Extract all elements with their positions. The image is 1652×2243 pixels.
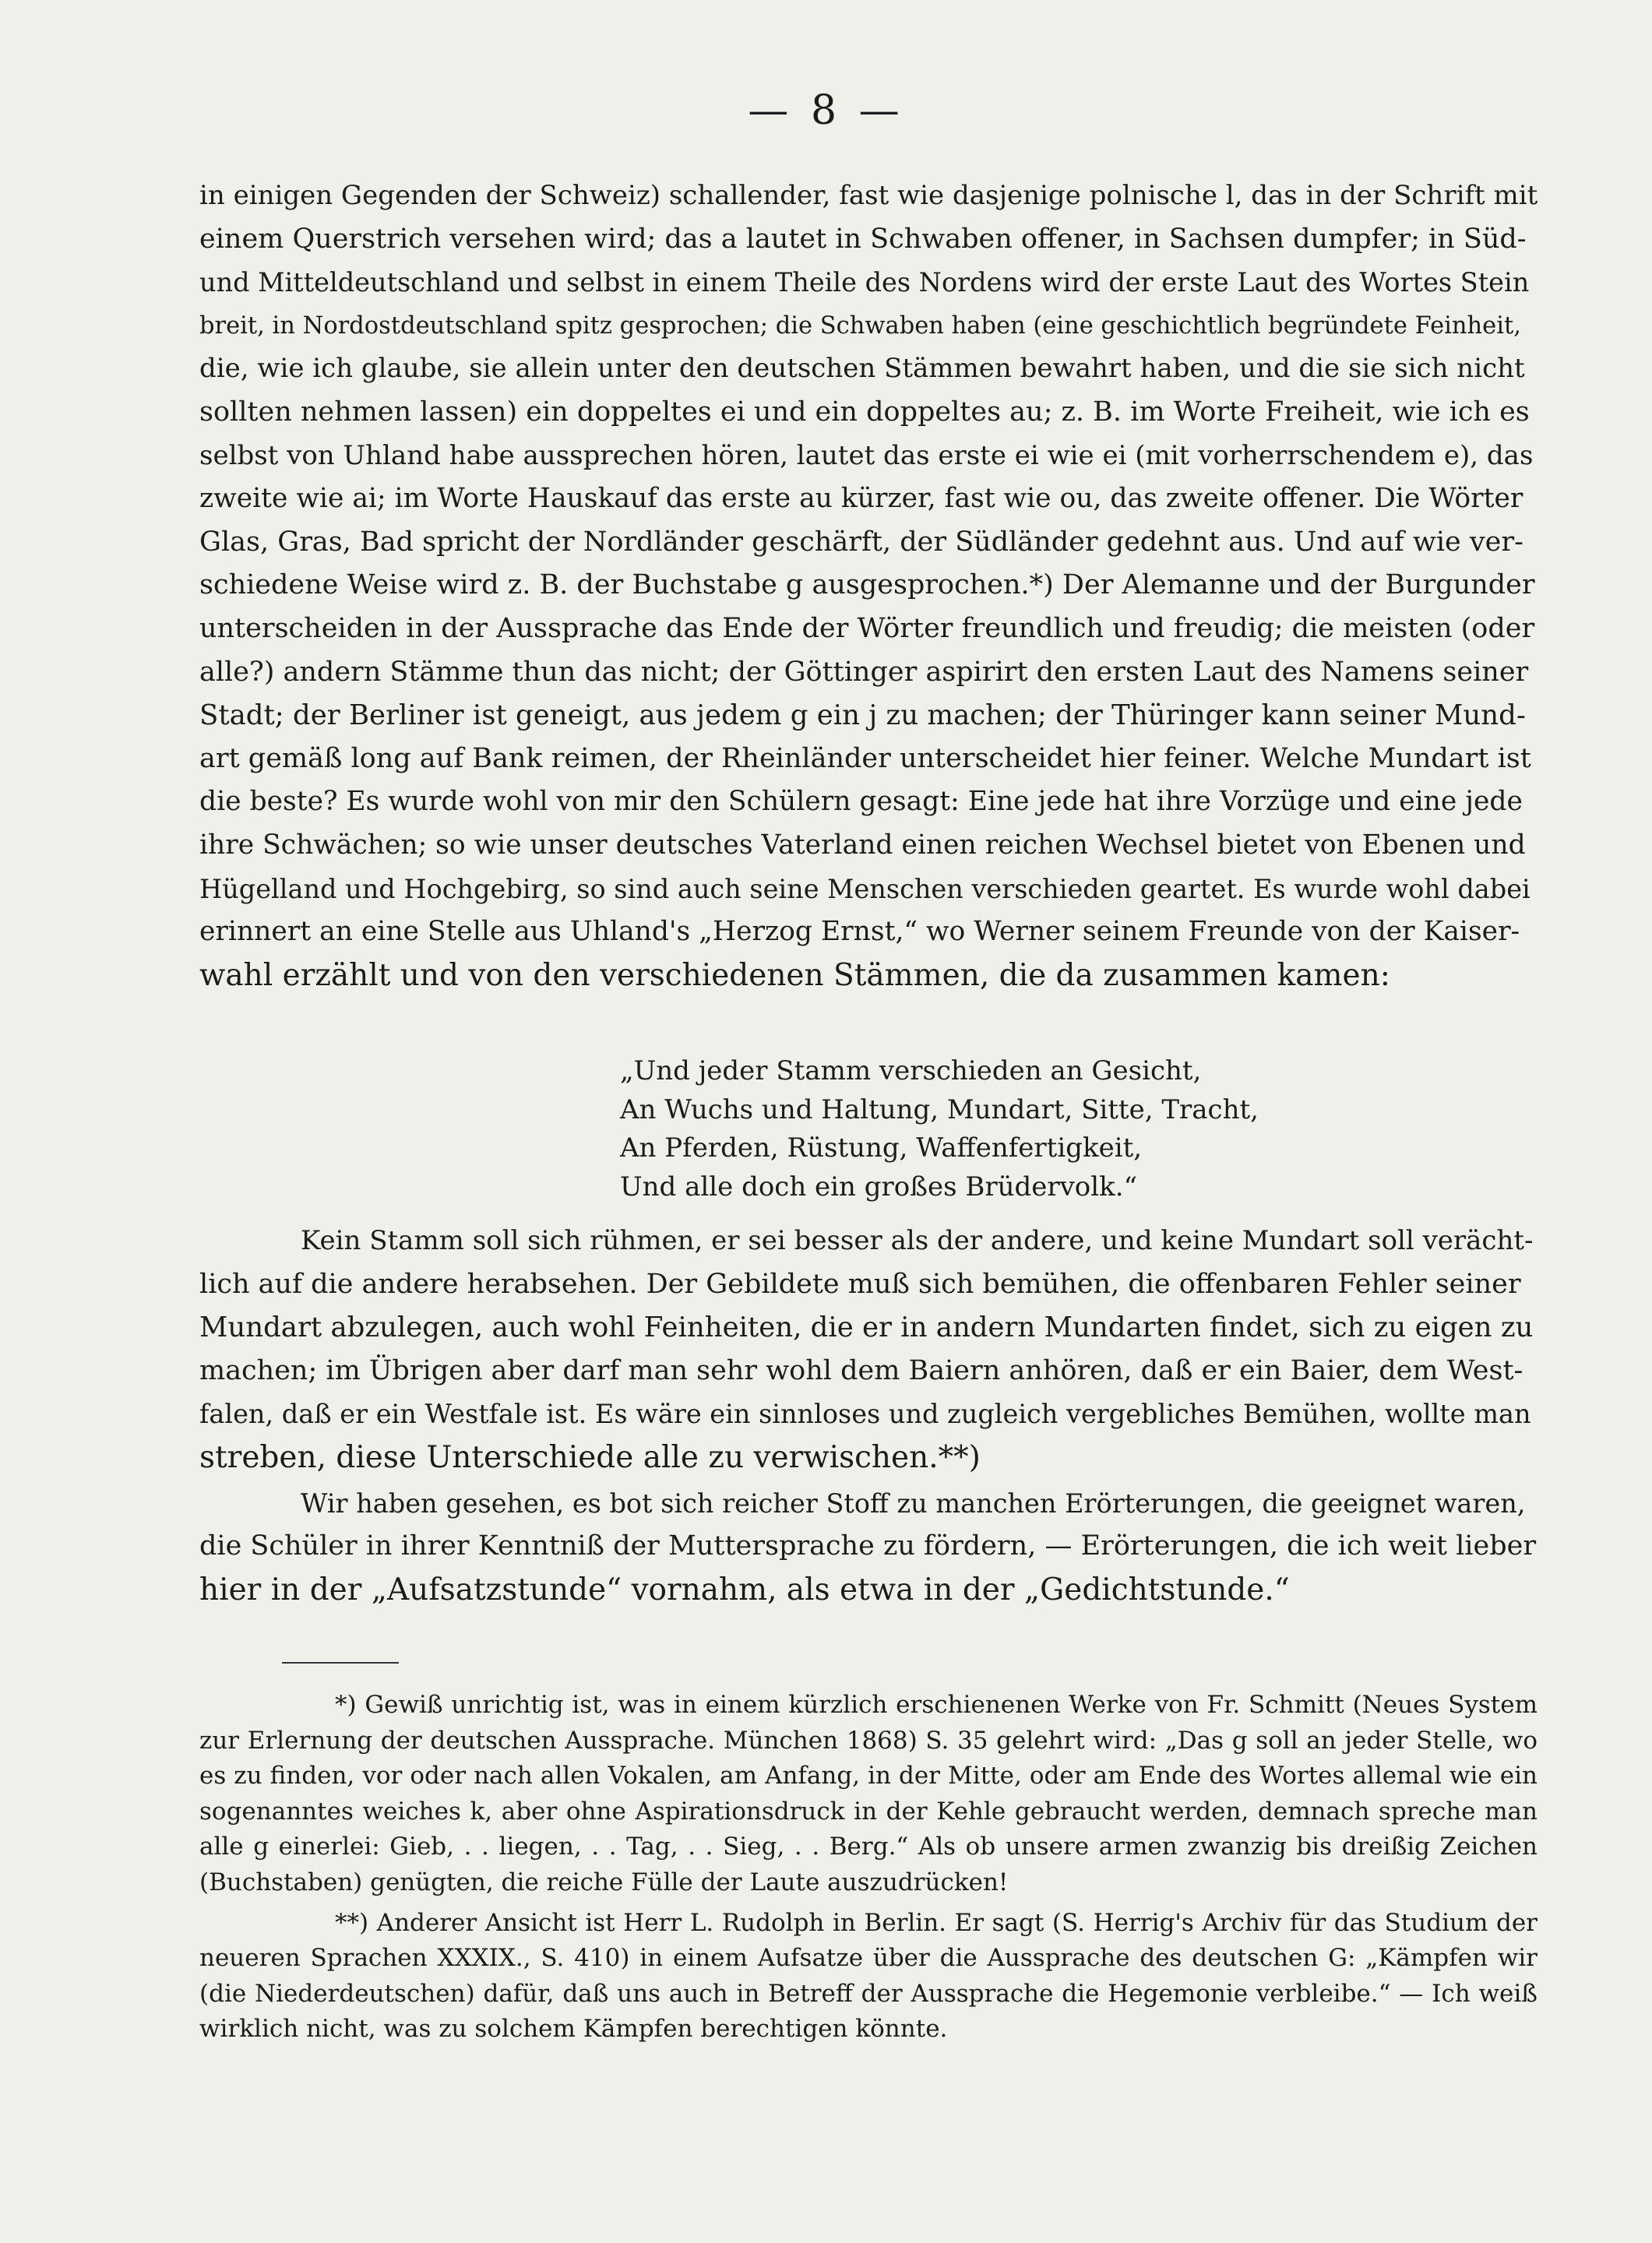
text-line: zweite wie ai; im Worte Hauskauf das erste au kürzer, fast wie ou, das zweite offener. Die Wörter: [199, 483, 1523, 515]
text-line: alle?) andern Stämme thun das nicht; der Göttinger aspirirt den ersten Laut des Namens seiner: [199, 656, 1529, 688]
text-line: Hügelland und Hochgebirg, so sind auch seine Menschen verschieden geartet. Es wurde wohl dabei: [199, 873, 1530, 904]
paragraph-3: [199, 1482, 1538, 1612]
page-number: — 8 —: [748, 87, 904, 134]
main-text-continued: [199, 1220, 1538, 1611]
text-line: die, wie ich glaube, sie allein unter den deutschen Stämmen bewahrt haben, und die sie sich nicht: [199, 353, 1525, 385]
text-line: Stadt; der Berliner ist geneigt, aus jedem g ein j zu machen; der Thüringer kann seiner Mund-: [199, 699, 1526, 732]
footnote-1: *) Gewiß unrichtig ist, was in einem kürzlich erschienenen Werke von Fr. Schmitt (Neues System zur Erlernung der deutschen Aussprache. München 1868) S. 35 gelehrt wird: „Das g soll an jeder Stelle, wo es zu finden, vor oder nach allen Vokalen, am Anfang, in der Mitte, oder am Ende des Wortes allemal wie ein sogenanntes weiches k, aber ohne Aspirationsdruck in der Kehle gebraucht werden, demnach spreche man alle g einerlei: Gieb, . . liegen, . . Tag, . . Sieg, . . Berg.“ Als ob unsere armen zwanzig bis dreißig Zeichen (Buchstaben) genügten, die reiche Fülle der Laute auszudrücken!: [199, 1691, 1538, 1896]
poem-line: „Und jeder Stamm verschieden an Gesicht,: [620, 1055, 1202, 1086]
text-line: die Schüler in ihrer Kenntniß der Muttersprache zu fördern, — Erörterungen, die ich weit lieber: [199, 1530, 1537, 1562]
text-line: lich auf die andere herabsehen. Der Gebildete muß sich bemühen, die offenbaren Fehler seiner: [199, 1268, 1521, 1300]
text-line: erinnert an eine Stelle aus Uhland's „Herzog Ernst,“ wo Werner seinem Freunde von der Kaiser-: [199, 916, 1520, 948]
text-line: schiedene Weise wird z. B. der Buchstabe g ausgesprochen.*) Der Alemanne und der Burgunder: [199, 569, 1535, 601]
text-line: Mundart abzulegen, auch wohl Feinheiten, die er in andern Mundarten findet, sich zu eigen zu: [199, 1312, 1534, 1344]
text-line: sollten nehmen lassen) ein doppeltes ei und ein doppeltes au; z. B. im Worte Freiheit, wie ich es: [199, 396, 1530, 428]
text-line: unterscheiden in der Aussprache das Ende der Wörter freundlich und freudig; die meisten (oder: [199, 612, 1535, 644]
poem-line: Und alle doch ein großes Brüdervolk.“: [620, 1171, 1137, 1202]
text-line: ihre Schwächen; so wie unser deutsches Vaterland einen reichen Wechsel bietet von Ebenen und: [199, 829, 1526, 861]
text-line: falen, daß er ein Westfale ist. Es wäre ein sinnloses und zugleich vergebliches Bemühen, wollte man: [199, 1399, 1531, 1430]
text-line: art gemäß long auf Bank reimen, der Rheinländer unterscheidet hier feiner. Welche Mundart ist: [199, 742, 1531, 774]
text-line: selbst von Uhland habe aussprechen hören, lautet das erste ei wie ei (mit vorherrschendem e), das: [199, 439, 1534, 471]
footnotes: [199, 1688, 1538, 2048]
footnote-separator: [282, 1662, 399, 1664]
paragraph-1: [199, 174, 1538, 997]
footnote-2: **) Anderer Ansicht ist Herr L. Rudolph in Berlin. Er sagt (S. Herrig's Archiv für das Studium der neueren Sprachen XXXIX., S. 410) in einem Aufsatze über die Aussprache des deutschen G: „Kämpfen wir (die Niederdeutschen) dafür, daß uns auch in Betreff der Aussprache die Hegemonie verbleibe.“ — Ich weiß wirklich nicht, was zu solchem Kämpfen berechtigen könnte.: [199, 1908, 1538, 2044]
poem-line: An Pferden, Rüstung, Waffenfertigkeit,: [620, 1132, 1143, 1164]
paragraph-2: [199, 1220, 1538, 1480]
text-line: Kein Stamm soll sich rühmen, er sei besser als der andere, und keine Mundart soll verächt-: [301, 1225, 1534, 1256]
poem-quote: [620, 1052, 1259, 1206]
text-line: hier in der „Aufsatzstunde“ vornahm, als etwa in der „Gedichtstunde.“: [199, 1572, 1290, 1607]
text-line: die beste? Es wurde wohl von mir den Schülern gesagt: Eine jede hat ihre Vorzüge und eine jede: [199, 786, 1523, 818]
text-line: Wir haben gesehen, es bot sich reicher Stoff zu manchen Erörterungen, die geeignet waren,: [301, 1488, 1526, 1519]
text-line: streben, diese Unterschiede alle zu verwischen.**): [199, 1439, 981, 1475]
main-text: [199, 174, 1538, 997]
text-line: und Mitteldeutschland und selbst in einem Theile des Nordens wird der erste Laut des Wortes Stein: [199, 267, 1530, 298]
text-line: breit, in Nordostdeutschland spitz gesprochen; die Schwaben haben (eine geschichtlich begründete Feinheit,: [199, 312, 1521, 340]
poem-line: An Wuchs und Haltung, Mundart, Sitte, Tracht,: [620, 1093, 1259, 1125]
text-line: in einigen Gegenden der Schweiz) schallender, fast wie dasjenige polnische l, das in der Schrift mit: [199, 180, 1538, 211]
text-line: Glas, Gras, Bad spricht der Nordländer geschärft, der Südländer gedehnt aus. Und auf wie ver-: [199, 526, 1523, 558]
text-line: einem Querstrich versehen wird; das a lautet in Schwaben offener, in Sachsen dumpfer; in Süd-: [199, 223, 1527, 255]
text-line: machen; im Übrigen aber darf man sehr wohl dem Baiern anhören, daß er ein Baier, dem West-: [199, 1354, 1523, 1386]
text-line: wahl erzählt und von den verschiedenen Stämmen, die da zusammen kamen:: [199, 957, 1390, 993]
